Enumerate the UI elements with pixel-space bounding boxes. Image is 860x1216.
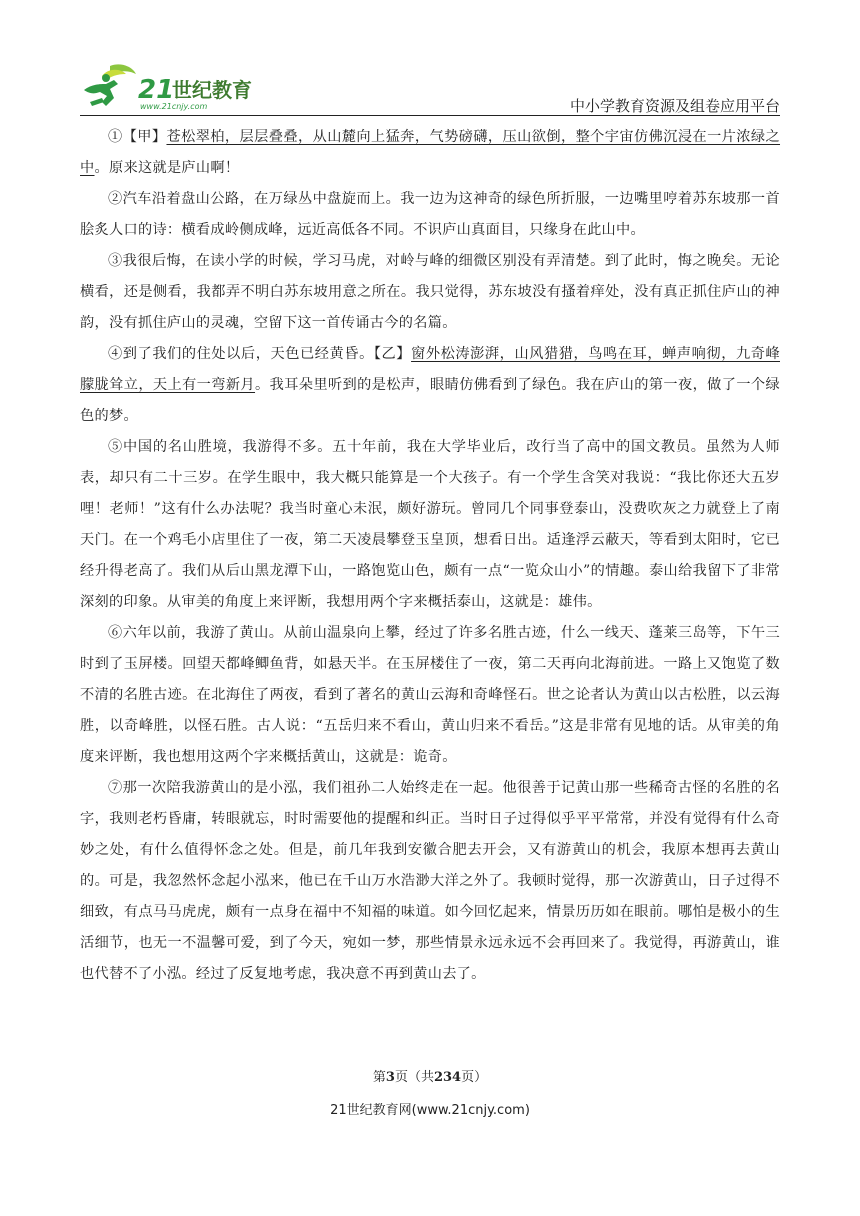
paragraph-3: ③我很后悔，在读小学的时候，学习马虎，对岭与峰的细微区别没有弄清楚。到了此时，悔之晚矣。无论横看，还是侧看，我都弄不明白苏东坡用意之所在。我只觉得，苏东坡没有搔着痒处，没有真正抓住庐山的神韵，没有抓住庐山的灵魂，空留下这一首传诵古今的名篇。 [80,253,780,331]
logo [80,62,280,112]
runner-logo-icon [80,62,280,112]
page-header [80,62,780,114]
paragraph-7: ⑦那一次陪我游黄山的是小泓，我们祖孙二人始终走在一起。他很善于记黄山那一些稀奇古怪的名胜的名字，我则老朽昏庸，转眼就忘，时时需要他的提醒和纠正。当时日子过得似乎平平常常，并没有觉得有什么奇妙之处，有什么值得怀念之处。但是，前几年我到安徽合肥去开会，又有游黄山的机会，我原本想再去黄山的。可是，我忽然怀念起小泓来，他已在千山万水浩渺大洋之外了。我顿时觉得，那一次游黄山，日子过得不细致，有点马马虎虎，颇有一点身在福中不知福的味道。如今回忆起来，情景历历如在眼前。哪怕是极小的生活细节，也无一不温馨可爱，到了今天，宛如一梦，那些情景永远永远不会再回来了。我觉得，再游黄山，谁也代替不了小泓。经过了反复地考虑，我决意不再到黄山去了。 [80,780,780,982]
underlined-sentence-jia: 苍松翠柏，层层叠叠，从山麓向上猛奔，气势磅礴，压山欲倒，整个宇宙仿佛沉浸在一片浓绿之中 [80,129,781,176]
paragraph-6: ⑥六年以前，我游了黄山。从前山温泉向上攀，经过了许多名胜古迹，什么一线天、蓬莱三岛等，下午三时到了玉屏楼。回望天都峰鲫鱼背，如悬天半。在玉屏楼住了一夜，第二天再向北海前进。一路上又饱览了数不清的名胜古迹。在北海住了两夜，看到了著名的黄山云海和奇峰怪石。世之论者认为黄山以古松胜，以云海胜，以奇峰胜，以怪石胜。古人说：“五岳归来不看山，黄山归来不看岳。”这是非常有见地的话。从审美的角度来评断，我也想用这两个字来概括黄山，这就是：诡奇。 [80,625,780,765]
underlined-sentence-yi: 窗外松涛澎湃，山风猎猎，鸟鸣在耳，蝉声响彻，九奇峰朦胧耸立，天上有一弯新月 [80,346,780,393]
footer-site: 21世纪教育网(www.21cnjy.com) [330,1103,530,1118]
platform-title: 中小学教育资源及组卷应用平台 [569,97,780,115]
header-divider [80,115,780,116]
article-body [80,122,780,990]
svg-text:21: 21 [138,75,175,105]
page-number: 第3页（共234页） [372,1070,488,1085]
paragraph-5: ⑤中国的名山胜境，我游得不多。五十年前，我在大学毕业后，改行当了高中的国文教员。虽然为人师表，却只有二十三岁。在学生眼中，我大概只能算是一个大孩子。有一个学生含笑对我说：“我比你还大五岁哩！老师！”这有什么办法呢？我当时童心未泯，颇好游玩。曾同几个同事登泰山，没费吹灰之力就登上了南天门。在一个鸡毛小店里住了一夜，第二天凌晨攀登玉皇顶，想看日出。适逢浮云蔽天，等看到太阳时，它已经升得老高了。我们从后山黑龙潭下山，一路饱览山色，颇有一点“一览众山小”的情趣。泰山给我留下了非常深刻的印象。从审美的角度上来评断，我想用两个字来概括泰山，这就是：雄伟。 [80,439,780,610]
svg-text:www.21cnjy.com: www.21cnjy.com [140,102,208,111]
paragraph-1: ①【甲】苍松翠柏，层层叠叠，从山麓向上猛奔，气势磅礴，压山欲倒，整个宇宙仿佛沉浸在一片浓绿之中。原来这就是庐山啊！ [80,129,781,176]
svg-text:世纪教育: 世纪教育 [172,78,252,102]
paragraph-4: ④到了我们的住处以后，天色已经黄昏。【乙】窗外松涛澎湃，山风猎猎，鸟鸣在耳，蝉声响彻，九奇峰朦胧耸立，天上有一弯新月。我耳朵里听到的是松声，眼睛仿佛看到了绿色。我在庐山的第一夜，做了一个绿色的梦。 [80,346,780,424]
paragraph-2: ②汽车沿着盘山公路，在万绿丛中盘旋而上。我一边为这神奇的绿色所折服，一边嘴里哼着苏东坡那一首脍炙人口的诗：横看成岭侧成峰，远近高低各不同。不识庐山真面目，只缘身在此山中。 [80,191,780,238]
